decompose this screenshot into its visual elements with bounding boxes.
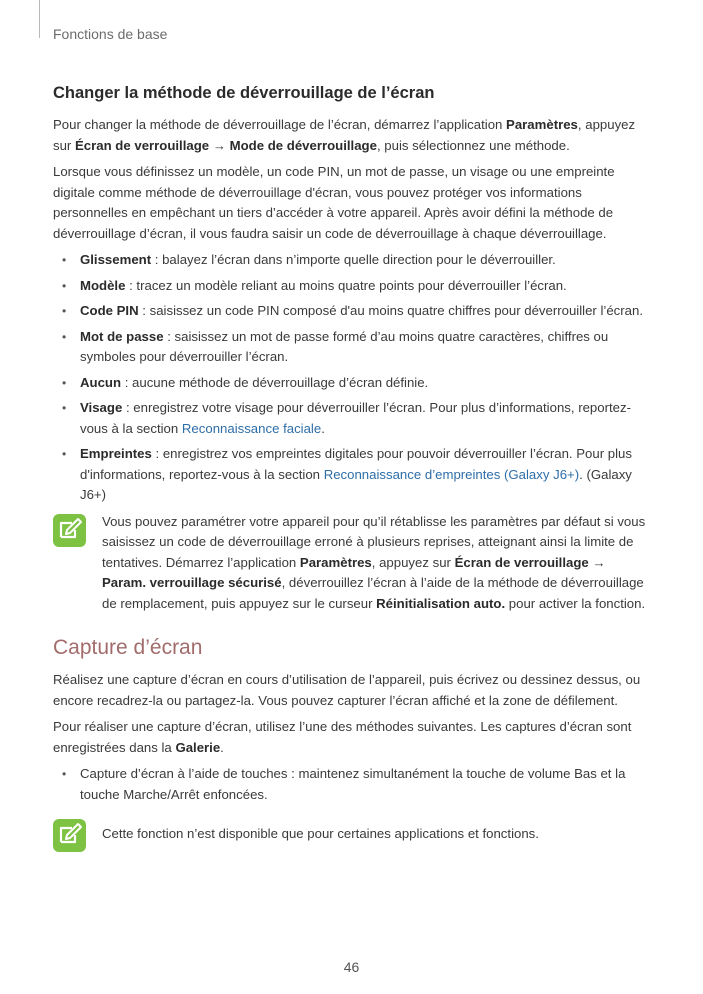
unlock-note-text: Vous pouvez paramétrer votre appareil pour qu’il rétablisse les paramètres par défaut si vous saisissez un code de déverrouillage erroné à plusieurs reprises, atteignant ainsi la limite de tentatives. Démarrez l’application Paramètres, appuyez sur Écran de verrouillage → Param. verrouillage sécurisé, déverrouillez l’écran à l’aide de la méthode de déverrouillage de remplacement, puis appuyez sur le curseur Réinitialisation auto. pour activer la fonction. <box>102 513 646 611</box>
unlock-methods-list <box>53 250 653 506</box>
fingerprint-recognition-link[interactable]: Reconnaissance d’empreintes (Galaxy J6+) <box>323 466 580 482</box>
bullet-icon: • <box>62 401 67 415</box>
list-item: • Empreintes : enregistrez vos empreintes digitales pour pouvoir déverrouiller l’écran. Pour plus d'informations, reportez-vous à la section Reconnaissance d’empreintes (Galaxy J6+). (Galaxy J6+) <box>62 446 632 502</box>
face-recognition-link[interactable]: Reconnaissance faciale <box>181 420 322 436</box>
list-item: • Glissement : balayez l’écran dans n’importe quelle direction pour le déverrouiller. <box>53 250 653 271</box>
capture-note <box>53 817 653 845</box>
unlock-title: Changer la méthode de déverrouillage de l’écran <box>53 84 435 102</box>
bullet-icon: • <box>62 304 67 318</box>
bullet-icon: • <box>62 329 67 344</box>
bullet-icon: • <box>62 278 67 293</box>
unlock-intro: Pour changer la méthode de déverrouillage de l’écran, démarrez l’application Paramètres, appuyez sur Écran de verrouillage → Mode de déverrouillage, puis sélectionnez une méthode. <box>53 117 636 153</box>
list-item: • Aucun : aucune méthode de déverrouillage d’écran définie. <box>53 373 653 394</box>
section-header: Fonctions de base <box>53 26 168 42</box>
page-number: 46 <box>343 959 360 975</box>
page-content <box>53 84 653 845</box>
header-rule <box>39 0 40 38</box>
list-item: • Capture d’écran à l’aide de touches : maintenez simultanément la touche de volume Bas et la touche Marche/Arrêt enfoncées. <box>62 766 626 802</box>
bullet-icon: • <box>62 253 67 267</box>
capture-methods-intro: Pour réaliser une capture d’écran, utilisez l’une des méthodes suivantes. Les captures d’écran sont enregistrées dans la Galerie. <box>53 719 632 755</box>
capture-methods-list <box>53 764 653 805</box>
list-item: • Mot de passe : saisissez un mot de passe formé d’au moins quatre caractères, chiffres ou symboles pour déverrouiller l’écran. <box>62 328 609 364</box>
capture-intro: Réalisez une capture d’écran en cours d’utilisation de l’appareil, puis écrivez ou dessinez dessus, ou encore recadrez-la ou partagez-la. Vous pouvez capturer l’écran affiché et la zone de défilement. <box>53 672 641 708</box>
bullet-icon: • <box>62 375 67 390</box>
unlock-description: Lorsque vous définissez un modèle, un code PIN, un mot de passe, un visage ou une empreinte digitale comme méthode de déverrouillage d'écran, vous pouvez protéger vos informations personnelles en empêchant un tiers d’accéder à votre appareil. Après avoir défini la méthode de déverrouillage d’écran, il vous faudra saisir un code de déverrouillage à chaque déverrouillage. <box>53 164 615 241</box>
bullet-icon: • <box>62 447 67 461</box>
unlock-note <box>53 512 653 615</box>
bullet-icon: • <box>62 767 67 781</box>
list-item: • Code PIN : saisissez un code PIN composé d'au moins quatre chiffres pour déverrouiller l’écran. <box>53 301 653 322</box>
capture-title: Capture d’écran <box>53 636 203 659</box>
note-icon <box>53 819 86 852</box>
note-icon <box>53 514 86 547</box>
list-item: • Visage : enregistrez votre visage pour déverrouiller l’écran. Pour plus d’informations, reportez-vous à la section Reconnaissance faciale. <box>62 400 631 436</box>
list-item: • Modèle : tracez un modèle reliant au moins quatre points pour déverrouiller l’écran. <box>53 276 653 297</box>
capture-note-text: Cette fonction n’est disponible que pour certaines applications et fonctions. <box>102 826 539 841</box>
